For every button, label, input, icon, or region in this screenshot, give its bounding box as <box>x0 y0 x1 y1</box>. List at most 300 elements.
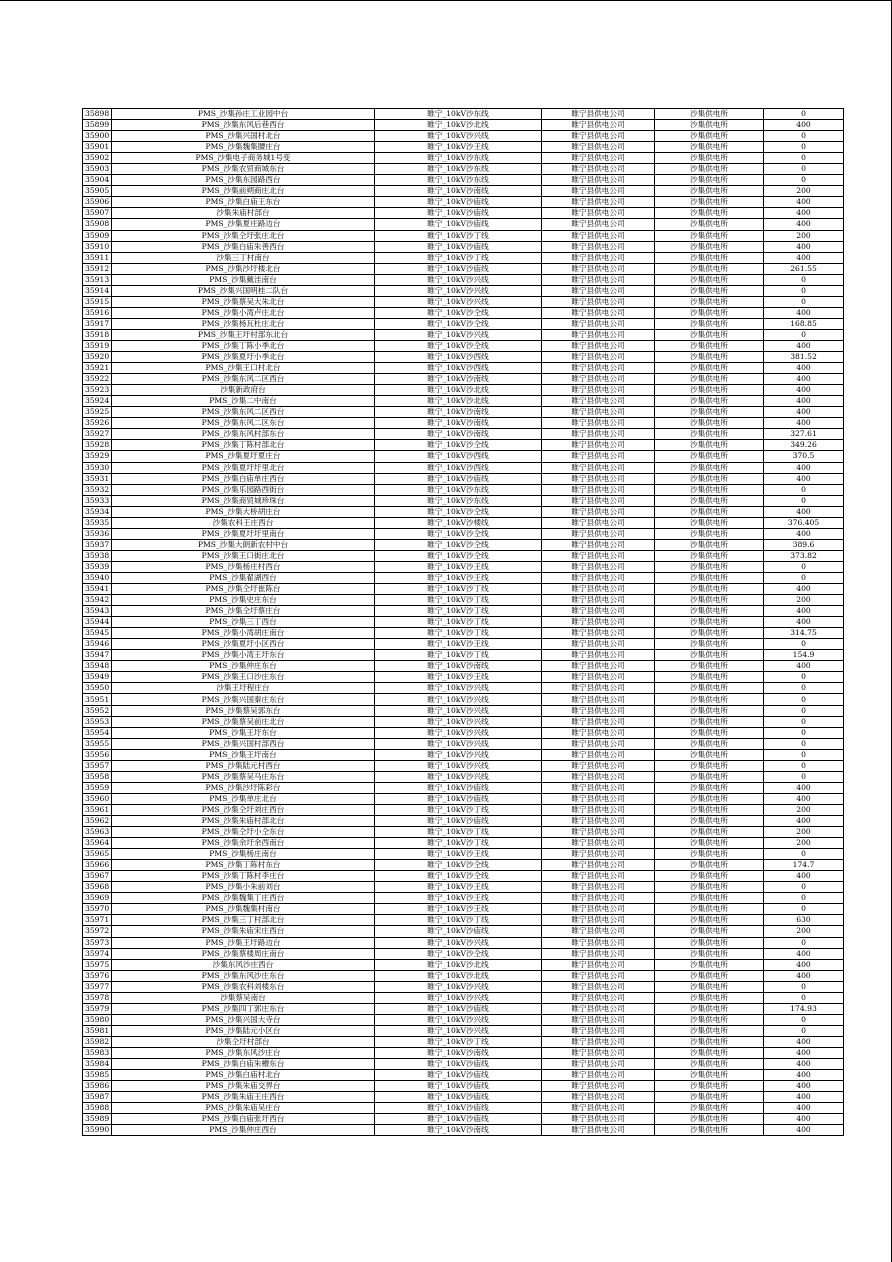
supply-station-cell: 沙集供电所 <box>655 871 764 882</box>
table-row <box>83 760 844 771</box>
supply-station-cell: 沙集供电所 <box>655 517 764 528</box>
supply-station-cell: 沙集供电所 <box>655 506 764 517</box>
line-name-cell: 睢宁_10kV沙丁线 <box>375 595 542 606</box>
station-name-cell: PMS_沙集东风二区西台 <box>112 374 375 385</box>
row-id-cell: 35972 <box>83 926 112 937</box>
table-row <box>83 153 844 164</box>
row-id-cell: 35936 <box>83 528 112 539</box>
company-cell: 睢宁县供电公司 <box>542 584 655 595</box>
row-id-cell: 35915 <box>83 296 112 307</box>
row-id-cell: 35981 <box>83 1025 112 1036</box>
line-name-cell: 睢宁_10kV沙北线 <box>375 396 542 407</box>
company-cell: 睢宁县供电公司 <box>542 639 655 650</box>
capacity-cell: 0 <box>764 484 844 495</box>
table-body <box>83 109 844 1136</box>
table-row <box>83 429 844 440</box>
row-id-cell: 35968 <box>83 882 112 893</box>
supply-station-cell: 沙集供电所 <box>655 407 764 418</box>
table-row <box>83 263 844 274</box>
station-name-cell: PMS_沙集三丁西台 <box>112 617 375 628</box>
supply-station-cell: 沙集供电所 <box>655 374 764 385</box>
company-cell: 睢宁县供电公司 <box>542 727 655 738</box>
capacity-cell: 400 <box>764 197 844 208</box>
supply-station-cell: 沙集供电所 <box>655 142 764 153</box>
table-row <box>83 1092 844 1103</box>
line-name-cell: 睢宁_10kV沙丁线 <box>375 827 542 838</box>
table-row <box>83 584 844 595</box>
capacity-cell: 0 <box>764 694 844 705</box>
line-name-cell: 睢宁_10kV沙兴线 <box>375 981 542 992</box>
capacity-cell: 0 <box>764 760 844 771</box>
line-name-cell: 睢宁_10kV沙南线 <box>375 186 542 197</box>
station-name-cell: PMS_沙集兴国村部西台 <box>112 738 375 749</box>
line-name-cell: 睢宁_10kV沙丁线 <box>375 804 542 815</box>
supply-station-cell: 沙集供电所 <box>655 804 764 815</box>
supply-station-cell: 沙集供电所 <box>655 340 764 351</box>
company-cell: 睢宁县供电公司 <box>542 164 655 175</box>
station-name-cell: PMS_沙集夏圩圩里北台 <box>112 462 375 473</box>
line-name-cell: 睢宁_10kV沙兴线 <box>375 131 542 142</box>
supply-station-cell: 沙集供电所 <box>655 318 764 329</box>
table-row <box>83 296 844 307</box>
station-name-cell: PMS_沙集丁陈村部北台 <box>112 440 375 451</box>
company-cell: 睢宁县供电公司 <box>542 462 655 473</box>
row-id-cell: 35958 <box>83 771 112 782</box>
line-name-cell: 睢宁_10kV沙东线 <box>375 153 542 164</box>
company-cell: 睢宁县供电公司 <box>542 749 655 760</box>
table-row <box>83 131 844 142</box>
table-row <box>83 904 844 915</box>
station-name-cell: PMS_沙集陆元小区台 <box>112 1025 375 1036</box>
line-name-cell: 睢宁_10kV沙仝线 <box>375 539 542 550</box>
station-name-cell: PMS_沙集兴国大寺台 <box>112 1014 375 1025</box>
line-name-cell: 睢宁_10kV沙庙线 <box>375 1059 542 1070</box>
row-id-cell: 35967 <box>83 871 112 882</box>
row-id-cell: 35919 <box>83 340 112 351</box>
row-id-cell: 35976 <box>83 970 112 981</box>
line-name-cell: 睢宁_10kV沙兴线 <box>375 749 542 760</box>
company-cell: 睢宁县供电公司 <box>542 153 655 164</box>
station-name-cell: PMS_沙集农科刘楼东台 <box>112 981 375 992</box>
table-row <box>83 1036 844 1047</box>
line-name-cell: 睢宁_10kV沙兴线 <box>375 1025 542 1036</box>
row-id-cell: 35983 <box>83 1047 112 1058</box>
company-cell: 睢宁县供电公司 <box>542 197 655 208</box>
capacity-cell: 400 <box>764 252 844 263</box>
table-row <box>83 970 844 981</box>
row-id-cell: 35932 <box>83 484 112 495</box>
supply-station-cell: 沙集供电所 <box>655 252 764 263</box>
supply-station-cell: 沙集供电所 <box>655 263 764 274</box>
line-name-cell: 睢宁_10kV沙王线 <box>375 893 542 904</box>
row-id-cell: 35966 <box>83 860 112 871</box>
company-cell: 睢宁县供电公司 <box>542 440 655 451</box>
line-name-cell: 睢宁_10kV沙东线 <box>375 484 542 495</box>
line-name-cell: 睢宁_10kV沙仝线 <box>375 550 542 561</box>
line-name-cell: 睢宁_10kV沙庙线 <box>375 208 542 219</box>
table-row <box>83 849 844 860</box>
capacity-cell: 400 <box>764 407 844 418</box>
company-cell: 睢宁县供电公司 <box>542 307 655 318</box>
station-name-cell: PMS_沙集蔡楼周庄南台 <box>112 948 375 959</box>
row-id-cell: 35953 <box>83 716 112 727</box>
capacity-cell: 400 <box>764 959 844 970</box>
table-row <box>83 329 844 340</box>
station-name-cell: PMS_沙集沙圩陈彩台 <box>112 782 375 793</box>
line-name-cell: 睢宁_10kV沙庙线 <box>375 197 542 208</box>
station-name-cell: PMS_沙集夏圩圩里南台 <box>112 528 375 539</box>
capacity-cell: 400 <box>764 506 844 517</box>
table-row <box>83 672 844 683</box>
row-id-cell: 35935 <box>83 517 112 528</box>
company-cell: 睢宁县供电公司 <box>542 595 655 606</box>
supply-station-cell: 沙集供电所 <box>655 827 764 838</box>
supply-station-cell: 沙集供电所 <box>655 617 764 628</box>
supply-station-cell: 沙集供电所 <box>655 230 764 241</box>
station-name-cell: PMS_沙集白庙单庄西台 <box>112 473 375 484</box>
supply-station-cell: 沙集供电所 <box>655 650 764 661</box>
capacity-cell: 400 <box>764 970 844 981</box>
company-cell: 睢宁县供电公司 <box>542 1014 655 1025</box>
capacity-cell: 400 <box>764 871 844 882</box>
line-name-cell: 睢宁_10kV沙北线 <box>375 120 542 131</box>
capacity-cell: 154.9 <box>764 650 844 661</box>
line-name-cell: 睢宁_10kV沙兴线 <box>375 771 542 782</box>
station-name-cell: PMS_沙集白庙朱槽东台 <box>112 1059 375 1070</box>
capacity-cell: 0 <box>764 749 844 760</box>
supply-station-cell: 沙集供电所 <box>655 131 764 142</box>
line-name-cell: 睢宁_10kV沙王线 <box>375 849 542 860</box>
supply-station-cell: 沙集供电所 <box>655 1059 764 1070</box>
capacity-cell: 400 <box>764 1081 844 1092</box>
supply-station-cell: 沙集供电所 <box>655 296 764 307</box>
line-name-cell: 睢宁_10kV沙庙线 <box>375 1081 542 1092</box>
station-name-cell: PMS_沙集兴国明桂二队台 <box>112 285 375 296</box>
table-row <box>83 252 844 263</box>
row-id-cell: 35905 <box>83 186 112 197</box>
capacity-cell: 0 <box>764 672 844 683</box>
table-row <box>83 782 844 793</box>
station-name-cell: PMS_沙集朱庙吴庄台 <box>112 1103 375 1114</box>
supply-station-cell: 沙集供电所 <box>655 197 764 208</box>
company-cell: 睢宁县供电公司 <box>542 882 655 893</box>
supply-station-cell: 沙集供电所 <box>655 849 764 860</box>
capacity-cell: 400 <box>764 617 844 628</box>
table-row <box>83 451 844 462</box>
row-id-cell: 35939 <box>83 561 112 572</box>
company-cell: 睢宁县供电公司 <box>542 771 655 782</box>
capacity-cell: 400 <box>764 528 844 539</box>
station-name-cell: PMS_沙集小湾王圩东台 <box>112 650 375 661</box>
station-name-cell: 沙集新政府台 <box>112 385 375 396</box>
station-name-cell: PMS_沙集丁陈小季北台 <box>112 340 375 351</box>
row-id-cell: 35916 <box>83 307 112 318</box>
row-id-cell: 35928 <box>83 440 112 451</box>
station-name-cell: PMS_沙集杨庄村西台 <box>112 561 375 572</box>
line-name-cell: 睢宁_10kV沙王线 <box>375 672 542 683</box>
table-row <box>83 539 844 550</box>
supply-station-cell: 沙集供电所 <box>655 484 764 495</box>
line-name-cell: 睢宁_10kV沙王线 <box>375 572 542 583</box>
table-row <box>83 120 844 131</box>
company-cell: 睢宁县供电公司 <box>542 473 655 484</box>
line-name-cell: 睢宁_10kV沙王线 <box>375 639 542 650</box>
station-name-cell: PMS_沙集东风二区东台 <box>112 418 375 429</box>
row-id-cell: 35950 <box>83 683 112 694</box>
row-id-cell: 35956 <box>83 749 112 760</box>
page-top-border <box>0 0 892 1</box>
capacity-cell: 400 <box>764 661 844 672</box>
station-name-cell: PMS_沙集东风二区西台 <box>112 407 375 418</box>
row-id-cell: 35944 <box>83 617 112 628</box>
company-cell: 睢宁县供电公司 <box>542 959 655 970</box>
table-row <box>83 418 844 429</box>
table-row <box>83 1003 844 1014</box>
company-cell: 睢宁县供电公司 <box>542 561 655 572</box>
capacity-cell: 200 <box>764 827 844 838</box>
supply-station-cell: 沙集供电所 <box>655 661 764 672</box>
line-name-cell: 睢宁_10kV沙北线 <box>375 970 542 981</box>
supply-station-cell: 沙集供电所 <box>655 1014 764 1025</box>
station-name-cell: 沙集仝圩村部台 <box>112 1036 375 1047</box>
line-name-cell: 睢宁_10kV沙仝线 <box>375 871 542 882</box>
table-row <box>83 473 844 484</box>
station-name-cell: PMS_沙集兴国秦庄东台 <box>112 694 375 705</box>
table-row <box>83 639 844 650</box>
station-name-cell: PMS_沙集小湾胡庄南台 <box>112 628 375 639</box>
supply-station-cell: 沙集供电所 <box>655 860 764 871</box>
table-row <box>83 363 844 374</box>
station-name-cell: 沙集蔡吴南台 <box>112 992 375 1003</box>
row-id-cell: 35922 <box>83 374 112 385</box>
supply-station-cell: 沙集供电所 <box>655 606 764 617</box>
company-cell: 睢宁县供电公司 <box>542 1103 655 1114</box>
company-cell: 睢宁县供电公司 <box>542 981 655 992</box>
supply-station-cell: 沙集供电所 <box>655 385 764 396</box>
table-row <box>83 208 844 219</box>
company-cell: 睢宁县供电公司 <box>542 650 655 661</box>
capacity-cell: 400 <box>764 241 844 252</box>
capacity-cell: 400 <box>764 948 844 959</box>
line-name-cell: 睢宁_10kV沙南线 <box>375 418 542 429</box>
capacity-cell: 349.26 <box>764 440 844 451</box>
capacity-cell: 0 <box>764 639 844 650</box>
line-name-cell: 睢宁_10kV沙庙线 <box>375 793 542 804</box>
capacity-cell: 0 <box>764 849 844 860</box>
station-name-cell: PMS_沙集魏集腰庄台 <box>112 142 375 153</box>
line-name-cell: 睢宁_10kV沙兴线 <box>375 1014 542 1025</box>
company-cell: 睢宁县供电公司 <box>542 606 655 617</box>
supply-station-cell: 沙集供电所 <box>655 893 764 904</box>
company-cell: 睢宁县供电公司 <box>542 572 655 583</box>
line-name-cell: 睢宁_10kV沙南线 <box>375 374 542 385</box>
company-cell: 睢宁县供电公司 <box>542 517 655 528</box>
capacity-cell: 400 <box>764 816 844 827</box>
capacity-cell: 400 <box>764 793 844 804</box>
line-name-cell: 睢宁_10kV沙兴线 <box>375 716 542 727</box>
table-row <box>83 694 844 705</box>
capacity-cell: 0 <box>764 727 844 738</box>
supply-station-cell: 沙集供电所 <box>655 926 764 937</box>
table-row <box>83 1059 844 1070</box>
station-name-cell: PMS_沙集四丁郭庄东台 <box>112 1003 375 1014</box>
table-row <box>83 738 844 749</box>
company-cell: 睢宁县供电公司 <box>542 904 655 915</box>
company-cell: 睢宁县供电公司 <box>542 860 655 871</box>
supply-station-cell: 沙集供电所 <box>655 970 764 981</box>
line-name-cell: 睢宁_10kV沙仝线 <box>375 506 542 517</box>
row-id-cell: 35912 <box>83 263 112 274</box>
table-row <box>83 981 844 992</box>
row-id-cell: 35952 <box>83 705 112 716</box>
supply-station-cell: 沙集供电所 <box>655 683 764 694</box>
station-name-cell: PMS_沙集蔡吴大朱北台 <box>112 296 375 307</box>
capacity-cell: 0 <box>764 937 844 948</box>
capacity-cell: 200 <box>764 595 844 606</box>
line-name-cell: 睢宁_10kV沙仝线 <box>375 307 542 318</box>
table-row <box>83 109 844 120</box>
capacity-cell: 400 <box>764 1114 844 1125</box>
company-cell: 睢宁县供电公司 <box>542 484 655 495</box>
supply-station-cell: 沙集供电所 <box>655 219 764 230</box>
station-name-cell: PMS_沙集单庄北台 <box>112 793 375 804</box>
capacity-cell: 200 <box>764 230 844 241</box>
company-cell: 睢宁县供电公司 <box>542 926 655 937</box>
capacity-cell: 400 <box>764 462 844 473</box>
line-name-cell: 睢宁_10kV沙丁线 <box>375 230 542 241</box>
supply-station-cell: 沙集供电所 <box>655 915 764 926</box>
supply-station-cell: 沙集供电所 <box>655 1003 764 1014</box>
company-cell: 睢宁县供电公司 <box>542 451 655 462</box>
station-name-cell: PMS_沙集夏庄路边台 <box>112 219 375 230</box>
station-name-cell: PMS_沙集仝圩刘庄西台 <box>112 804 375 815</box>
line-name-cell: 睢宁_10kV沙西线 <box>375 462 542 473</box>
table-row <box>83 550 844 561</box>
station-name-cell: PMS_沙集朱庙宋庄西台 <box>112 926 375 937</box>
table-row <box>83 893 844 904</box>
table-row <box>83 385 844 396</box>
station-name-cell: PMS_沙集史庄东台 <box>112 595 375 606</box>
company-cell: 睢宁县供电公司 <box>542 1036 655 1047</box>
supply-station-cell: 沙集供电所 <box>655 572 764 583</box>
supply-station-cell: 沙集供电所 <box>655 528 764 539</box>
supply-station-cell: 沙集供电所 <box>655 153 764 164</box>
row-id-cell: 35964 <box>83 838 112 849</box>
capacity-cell: 400 <box>764 782 844 793</box>
row-id-cell: 35901 <box>83 142 112 153</box>
line-name-cell: 睢宁_10kV沙庙线 <box>375 926 542 937</box>
table-row <box>83 506 844 517</box>
row-id-cell: 35940 <box>83 572 112 583</box>
supply-station-cell: 沙集供电所 <box>655 639 764 650</box>
table-row <box>83 683 844 694</box>
capacity-cell: 0 <box>764 771 844 782</box>
company-cell: 睢宁县供电公司 <box>542 407 655 418</box>
company-cell: 睢宁县供电公司 <box>542 352 655 363</box>
supply-station-cell: 沙集供电所 <box>655 495 764 506</box>
capacity-cell: 373.82 <box>764 550 844 561</box>
capacity-cell: 400 <box>764 1047 844 1058</box>
company-cell: 睢宁县供电公司 <box>542 705 655 716</box>
row-id-cell: 35965 <box>83 849 112 860</box>
capacity-cell: 630 <box>764 915 844 926</box>
station-name-cell: PMS_沙集仲庄东台 <box>112 661 375 672</box>
capacity-cell: 168.85 <box>764 318 844 329</box>
company-cell: 睢宁县供电公司 <box>542 948 655 959</box>
station-name-cell: PMS_沙集东风村部东台 <box>112 429 375 440</box>
supply-station-cell: 沙集供电所 <box>655 1092 764 1103</box>
supply-station-cell: 沙集供电所 <box>655 793 764 804</box>
station-name-cell: PMS_沙集仲庄西台 <box>112 1125 375 1136</box>
company-cell: 睢宁县供电公司 <box>542 1125 655 1136</box>
capacity-cell: 200 <box>764 838 844 849</box>
station-name-cell: PMS_沙集翟湖西台 <box>112 572 375 583</box>
row-id-cell: 35899 <box>83 120 112 131</box>
station-name-cell: PMS_沙集王口沙庄东台 <box>112 672 375 683</box>
supply-station-cell: 沙集供电所 <box>655 1070 764 1081</box>
line-name-cell: 睢宁_10kV沙兴线 <box>375 738 542 749</box>
row-id-cell: 35929 <box>83 451 112 462</box>
supply-station-cell: 沙集供电所 <box>655 716 764 727</box>
supply-station-cell: 沙集供电所 <box>655 1036 764 1047</box>
supply-station-cell: 沙集供电所 <box>655 595 764 606</box>
capacity-cell: 0 <box>764 296 844 307</box>
table-row <box>83 274 844 285</box>
line-name-cell: 睢宁_10kV沙兴线 <box>375 285 542 296</box>
row-id-cell: 35990 <box>83 1125 112 1136</box>
station-name-cell: 沙集东风沙庄西台 <box>112 959 375 970</box>
supply-station-cell: 沙集供电所 <box>655 1081 764 1092</box>
station-name-cell: PMS_沙集王圩村部东北台 <box>112 329 375 340</box>
table-row <box>83 142 844 153</box>
company-cell: 睢宁县供电公司 <box>542 827 655 838</box>
capacity-cell: 400 <box>764 219 844 230</box>
capacity-cell: 0 <box>764 882 844 893</box>
row-id-cell: 35987 <box>83 1092 112 1103</box>
line-name-cell: 睢宁_10kV沙庙线 <box>375 219 542 230</box>
company-cell: 睢宁县供电公司 <box>542 329 655 340</box>
table-row <box>83 937 844 948</box>
station-name-cell: PMS_沙集大朗新农村中台 <box>112 539 375 550</box>
capacity-cell: 381.52 <box>764 352 844 363</box>
supply-station-cell: 沙集供电所 <box>655 208 764 219</box>
capacity-cell: 400 <box>764 363 844 374</box>
capacity-cell: 0 <box>764 738 844 749</box>
row-id-cell: 35978 <box>83 992 112 1003</box>
company-cell: 睢宁县供电公司 <box>542 131 655 142</box>
row-id-cell: 35970 <box>83 904 112 915</box>
company-cell: 睢宁县供电公司 <box>542 1092 655 1103</box>
supply-station-cell: 沙集供电所 <box>655 904 764 915</box>
station-name-cell: PMS_沙集白庙村北台 <box>112 1070 375 1081</box>
supply-station-cell: 沙集供电所 <box>655 429 764 440</box>
capacity-cell: 389.6 <box>764 539 844 550</box>
line-name-cell: 睢宁_10kV沙庙线 <box>375 1103 542 1114</box>
supply-station-cell: 沙集供电所 <box>655 937 764 948</box>
row-id-cell: 35926 <box>83 418 112 429</box>
capacity-cell: 400 <box>764 340 844 351</box>
table-row <box>83 318 844 329</box>
table-row <box>83 628 844 639</box>
capacity-cell: 261.55 <box>764 263 844 274</box>
line-name-cell: 睢宁_10kV沙兴线 <box>375 760 542 771</box>
table-row <box>83 241 844 252</box>
line-name-cell: 睢宁_10kV沙丁线 <box>375 1036 542 1047</box>
station-name-cell: PMS_沙集东风沙庄东台 <box>112 970 375 981</box>
row-id-cell: 35925 <box>83 407 112 418</box>
station-name-cell: PMS_沙集东风后巷西台 <box>112 120 375 131</box>
data-table <box>82 108 844 1136</box>
